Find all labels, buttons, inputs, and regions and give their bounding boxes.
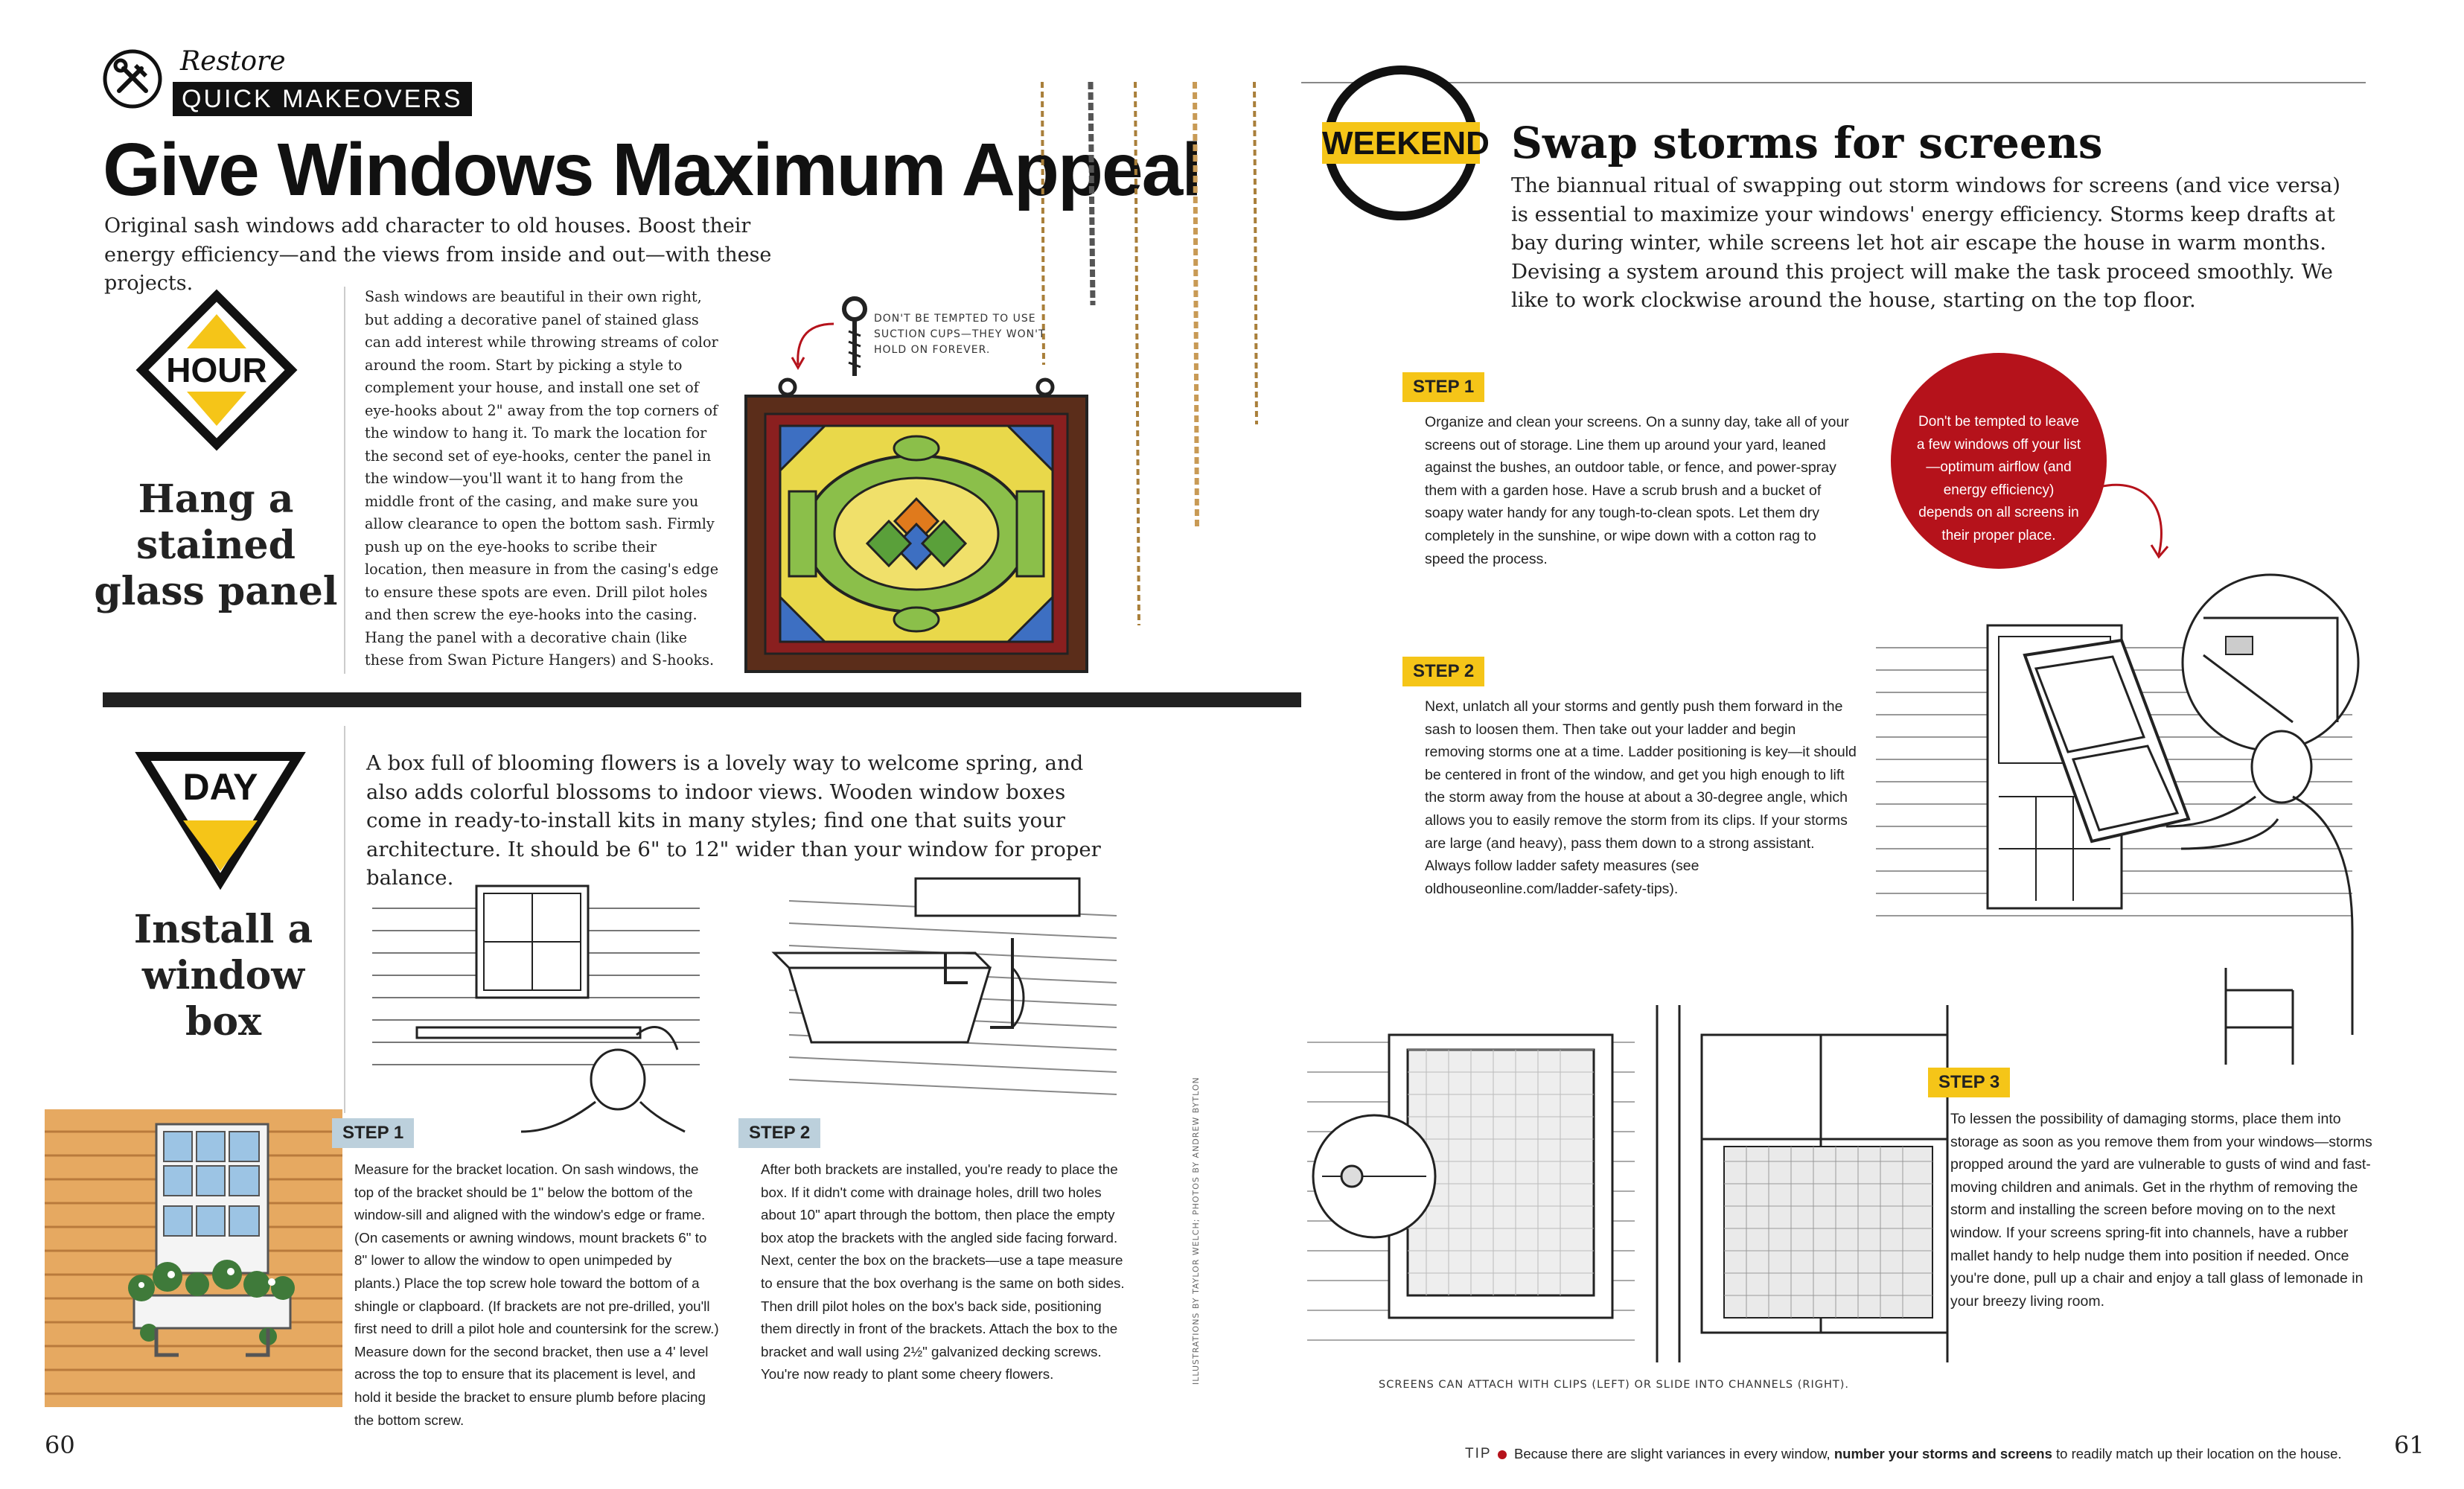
screens-caption: SCREENS CAN ATTACH WITH CLIPS (LEFT) OR SLIDE INTO CHANNELS (RIGHT).	[1379, 1379, 1849, 1391]
section-divider	[103, 692, 1301, 707]
storms-step3-body: To lessen the possibility of damaging storms, place them into storage as soon as you remove them from your windows—storms propped around the yard are vulnerable to gusts of wind and fast-moving children and animals. Get in the rhythm of removing the storm and installing the screen before moving on to the next window. If your screens spring-fit into channels, have a rubber mallet handy to help nudge them into position if needed. Once you're done, pull up a chair and enjoy a tall glass of lemonade in your breezy living room.	[1950, 1111, 2372, 1310]
window-box-step1-body: Measure for the bracket location. On sash windows, the top of the bracket should be 1" below the bottom of the window-sill and aligned with the window's edge or frame. (On casements or awning windows, mount brackets 6" to 8" lower to allow the window to open unimpeded by plants.) Place the top screw hole toward the bottom of a shingle or clapboard. (If brackets are not pre-drilled, you'll first need to drill a pilot hole and countersink for the screw.) Measure down for the second bracket, then use a 4' level across the top to ensure that its placement is level, and hold it beside the bracket to ensure plumb before placing the bottom screw.	[354, 1161, 719, 1428]
weekend-heading: Swap storms for screens	[1511, 118, 2103, 168]
day-badge-label: DAY	[182, 766, 258, 808]
hour-body: Sash windows are beautiful in their own right, but adding a decorative panel of stained glass can add interest while throwing streams of color around the room. Start by picking a style to complement your house, and install one set of eye-hooks about 2" away from the top corners of the window to hang it. To mark the location for the second set of eye-hooks, center the panel in the window—you'll want it to hang from the middle front of the casing, and make sure you allow clearance to open the bottom sash. Firmly push up on the eye-hooks to scribe their location, then measure in from the casing's edge to ensure these spots are even. Drill pilot holes and then screw the eye-hooks into the casing. Hang the panel with a decorative chain (like these from Swan Picture Hangers) and S-hooks.	[365, 288, 719, 669]
hook-callout: DON'T BE TEMPTED TO USE SUCTION CUPS—THEY WON'T HOLD ON FOREVER.	[874, 313, 1046, 356]
bracket-install-illustration	[372, 879, 700, 1132]
window-box-step2-body: After both brackets are installed, you're ready to place the box. If it didn't come with drainage holes, drill two holes about 10" apart through the bottom, then place the empty box atop the brackets with the angled side facing forward. Next, center the box on the brackets—use a tape measure to ensure that the box overhang is the same on both sides. Then drill pilot holes on the box's back side, positioning them directly in front of the brackets. Attach the box to the bracket and wall using 2½" galvanized decking screws. You're now ready to plant some cheery flowers.	[761, 1161, 1125, 1383]
callout-text: Don't be tempted to leave a few windows off your list—optimum airflow (and energy efficiency) depends on all screens in their proper place.	[1916, 414, 2081, 543]
callout-arrow-icon	[2099, 476, 2181, 566]
storms-step3-label: STEP 3	[1928, 1068, 2010, 1097]
storms-step2-label: STEP 2	[1402, 657, 1484, 686]
day-badge	[138, 752, 302, 886]
tip-text	[1514, 1446, 2342, 1462]
stained-glass-panel-illustration	[743, 380, 1090, 675]
tip-text-bold: number your storms and screens	[1833, 1446, 2052, 1461]
hammer-wrench-logo-icon	[103, 49, 162, 109]
left-page-number: 60	[45, 1431, 75, 1459]
right-page-number: 61	[2394, 1431, 2425, 1459]
tip-label: TIP	[1465, 1446, 1492, 1461]
section-label: QUICK MAKEOVERS	[173, 82, 472, 116]
window-box-step2-label: STEP 2	[738, 1118, 820, 1148]
day-heading: Install a window box	[133, 907, 313, 1045]
intro-text: Original sash windows add character to old houses. Boost their energy efficiency—and the views from inside and out—with these projects.	[104, 214, 772, 295]
flower-window-box-illustration	[45, 1109, 342, 1407]
callout-arrow-icon	[789, 320, 841, 372]
screens-clips-channels-illustration	[1307, 1005, 1962, 1362]
weekend-badge-label: WEEKEND	[1322, 125, 1490, 162]
storms-step1-body: Organize and clean your screens. On a sunny day, take all of your screens out of storage. Line them up around your yard, leaned against the bushes, an outdoor table, or fence, and power-spray them with a garden hose. Have a scrub brush and a bucket of soapy water handy for any tough-to-clean spots. Let them dry completely in the sunshine, or wipe down with a cotton rag to speed the process.	[1425, 414, 1849, 567]
tip-text-before: Because there are slight variances in every window,	[1514, 1446, 1831, 1461]
section-script: Restore	[180, 46, 286, 77]
hour-badge	[138, 292, 295, 448]
window-box-step1-label: STEP 1	[332, 1118, 414, 1148]
storms-step2-body: Next, unlatch all your storms and gently push them forward in the sash to loosen them. Then take out your ladder and begin removing storms one at a time. Ladder positioning is key—it should be centered in front of the window, and get you high enough to lift the storm away from the house at about a 30-degree angle, which allows you to easily remove the storm from its clips. If your storms are large (and heavy), pass them down to a strong assistant. Always follow ladder safety measures (see oldhouseonline.com/ladder-safety-tips).	[1425, 698, 1857, 897]
storm-removal-illustration	[1876, 573, 2390, 1065]
weekend-intro: The biannual ritual of swapping out storm windows for screens (and vice versa) is essential to maximize your windows' energy efficiency. Storms keep drafts at bay during winter, while screens let hot air escape the house in warm months. Devising a system around this project will make the task proceed smoothly. We like to work clockwise around the house, starting on the top floor.	[1511, 173, 2341, 312]
tip-text-after: to readily match up their location on the house.	[2056, 1446, 2342, 1461]
page-title: Give Windows Maximum Appeal	[103, 128, 1201, 211]
hour-heading: Hang a stained glass panel	[94, 476, 338, 614]
hour-badge-label: HOUR	[166, 351, 267, 389]
weekend-badge	[1322, 64, 1490, 222]
tip-bullet-icon	[1498, 1450, 1507, 1459]
storms-step1-label: STEP 1	[1402, 372, 1484, 402]
hour-divider	[344, 287, 345, 674]
day-intro: A box full of blooming flowers is a lovely way to welcome spring, and also adds colorful blossoms to indoor views. Wooden window boxes come in ready-to-install kits in many styles; find one that suits your architecture. It should be 6" to 12" wider than your window for proper balance.	[366, 751, 1101, 890]
photo-credit: ILLUSTRATIONS BY TAYLOR WELCH; PHOTOS BY ANDREW BYTLON	[1191, 1077, 1201, 1385]
box-placement-illustration	[744, 879, 1132, 1124]
day-divider	[344, 726, 345, 1113]
